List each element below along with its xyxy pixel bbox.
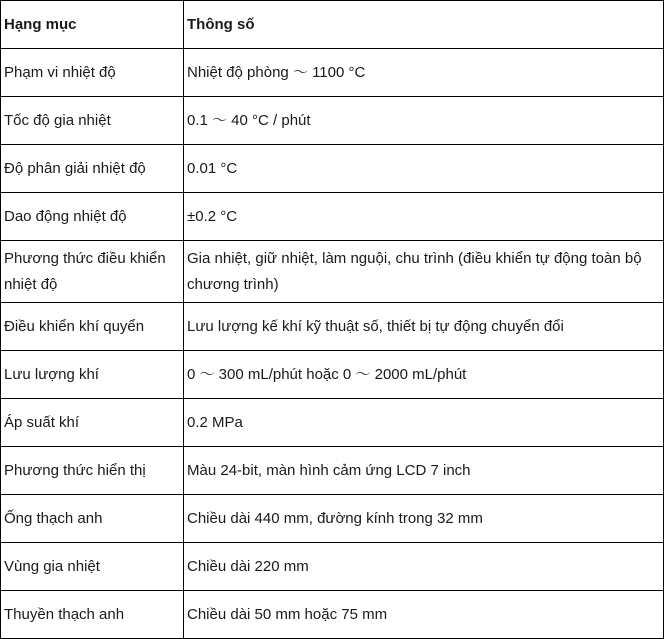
table-header-row: [1, 1, 664, 49]
row-item-cell: Thuyền thạch anh: [1, 591, 184, 639]
row-spec-cell: Lưu lượng kế khí kỹ thuật số, thiết bị tự động chuyển đổi: [184, 303, 664, 351]
row-item-cell: Phạm vi nhiệt độ: [1, 49, 184, 97]
row-spec-cell: 0.01 °C: [184, 145, 664, 193]
row-spec-cell: Gia nhiệt, giữ nhiệt, làm nguội, chu trình (điều khiển tự động toàn bộ chương trình): [184, 241, 664, 303]
table-row: [1, 97, 664, 145]
row-spec-cell: Nhiệt độ phòng ～ 1100 °C: [184, 49, 664, 97]
row-spec-cell: ±0.2 °C: [184, 193, 664, 241]
table-row: [1, 49, 664, 97]
table-row: [1, 447, 664, 495]
row-item-cell: Phương thức điều khiển nhiệt độ: [1, 241, 184, 303]
row-spec-cell: 0 ～ 300 mL/phút hoặc 0 ～ 2000 mL/phút: [184, 351, 664, 399]
row-item-cell: Điều khiển khí quyển: [1, 303, 184, 351]
row-item-cell: Độ phân giải nhiệt độ: [1, 145, 184, 193]
table-row: [1, 351, 664, 399]
table-row: [1, 193, 664, 241]
table-row: [1, 241, 664, 303]
table-row: [1, 399, 664, 447]
row-item-cell: Áp suất khí: [1, 399, 184, 447]
header-item: Hạng mục: [1, 1, 184, 49]
table-row: [1, 145, 664, 193]
row-item-cell: Lưu lượng khí: [1, 351, 184, 399]
row-item-cell: Dao động nhiệt độ: [1, 193, 184, 241]
row-spec-cell: Chiều dài 50 mm hoặc 75 mm: [184, 591, 664, 639]
row-item-cell: Tốc độ gia nhiệt: [1, 97, 184, 145]
row-item-cell: Ống thạch anh: [1, 495, 184, 543]
table-row: [1, 543, 664, 591]
row-item-cell: Vùng gia nhiệt: [1, 543, 184, 591]
row-item-cell: Phương thức hiển thị: [1, 447, 184, 495]
table-row: [1, 303, 664, 351]
row-spec-cell: Chiều dài 440 mm, đường kính trong 32 mm: [184, 495, 664, 543]
row-spec-cell: 0.2 MPa: [184, 399, 664, 447]
table-row: [1, 591, 664, 639]
row-spec-cell: Màu 24-bit, màn hình cảm ứng LCD 7 inch: [184, 447, 664, 495]
row-spec-cell: Chiều dài 220 mm: [184, 543, 664, 591]
header-spec: Thông số: [184, 1, 664, 49]
table-row: [1, 495, 664, 543]
row-spec-cell: 0.1 ～ 40 °C / phút: [184, 97, 664, 145]
